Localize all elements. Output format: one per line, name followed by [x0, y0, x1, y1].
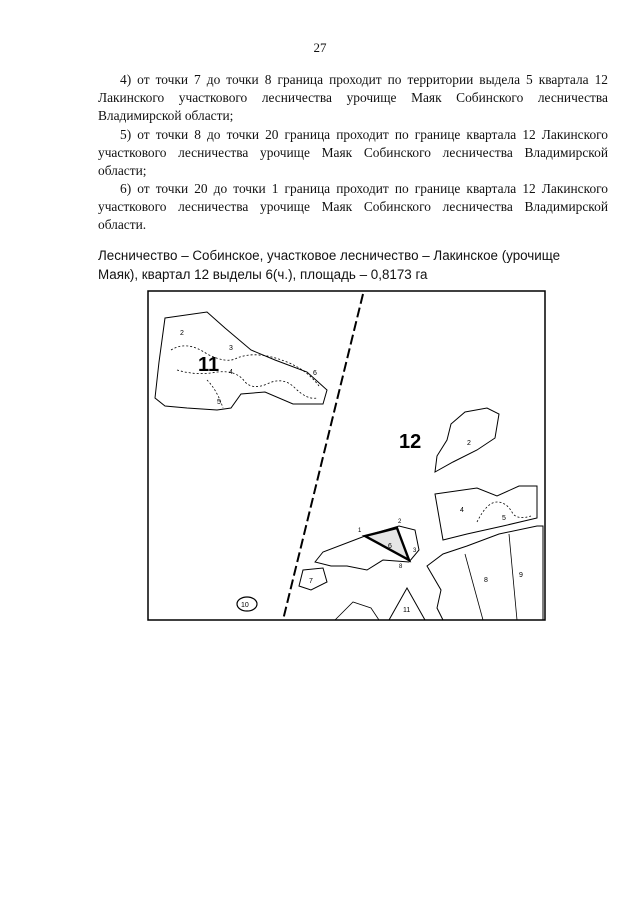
q12-plot-10: 10: [241, 602, 249, 609]
map-caption: Лесничество – Собинское, участковое лесничество – Лакинское (урочище Маяк), квартал 12 выделы 6(ч.), площадь – 0,8173 га: [98, 248, 561, 282]
point-8-label: 8: [399, 564, 403, 570]
page-number: 27: [313, 40, 327, 55]
q11-plot-5: 5: [217, 399, 221, 406]
q12-plot-5: 5: [502, 515, 506, 522]
map-frame: [148, 291, 545, 620]
paragraph-point-7-8: 4) от точки 7 до точки 8 граница проходит по территории выдела 5 квартала 12 Лакинского участкового лесничества урочище Маяк Собинского лесничества Владимирской области;: [98, 72, 608, 123]
q12-plot-8: 8: [484, 577, 488, 584]
quarter-11-label: 11: [198, 354, 220, 376]
q12-plot-9: 9: [519, 572, 523, 579]
q12-plot-7: 7: [309, 578, 313, 585]
q12-plot-4: 4: [460, 507, 464, 514]
forest-plot-map: [147, 290, 547, 622]
q11-plot-6: 6: [313, 370, 317, 377]
q11-plot-2: 2: [180, 330, 184, 337]
point-1-label: 1: [358, 528, 362, 534]
point-3-label: 3: [413, 548, 417, 554]
q12-plot-11: 11: [403, 607, 411, 614]
q11-plot-4: 4: [229, 369, 233, 376]
paragraph-point-20-1: 6) от точки 20 до точки 1 граница проходит по границе квартала 12 Лакинского участкового лесничества урочище Маяк Собинского лесничества Владимирской области.: [98, 181, 608, 232]
q11-plot-3: 3: [229, 345, 233, 352]
q12-plot-2: 2: [467, 440, 471, 447]
point-2-label: 2: [398, 519, 402, 525]
q12-plot-6: 6: [388, 543, 392, 550]
quarter-12-label: 12: [399, 431, 422, 453]
paragraph-point-8-20: 5) от точки 8 до точки 20 граница проходит по границе квартала 12 Лакинского участкового лесничества урочище Маяк Собинского лесничества Владимирской области;: [98, 127, 608, 178]
